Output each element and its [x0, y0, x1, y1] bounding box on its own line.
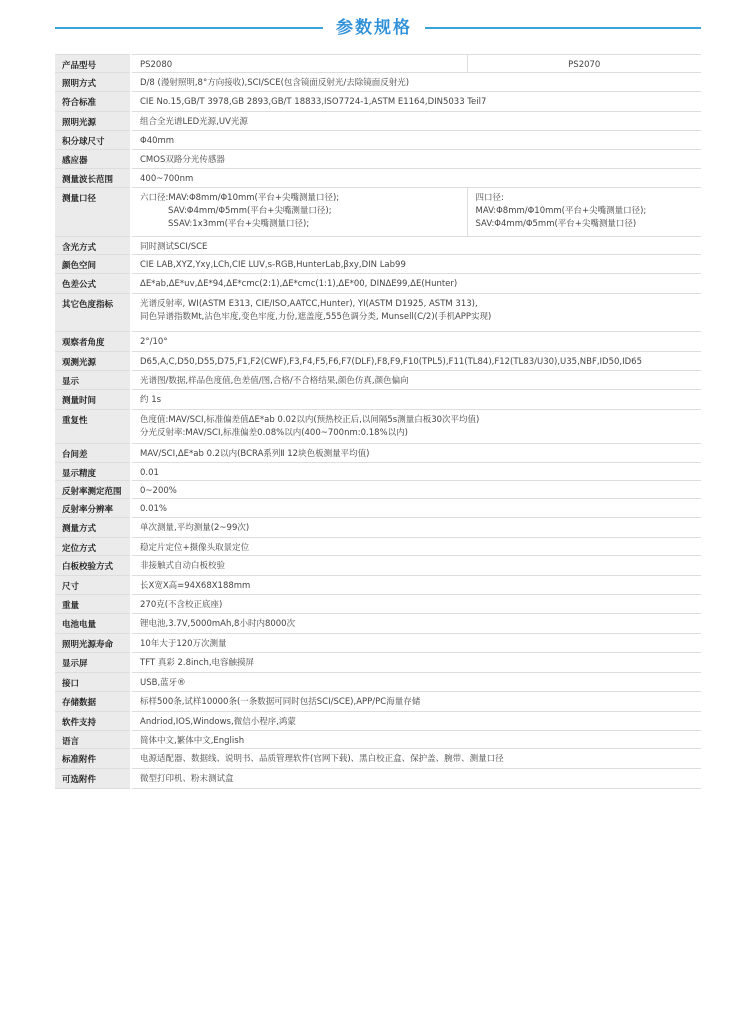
spec-value: CMOS双路分光传感器: [131, 150, 701, 169]
spec-row: [55, 371, 701, 390]
spec-row: [55, 712, 701, 731]
spec-row: [55, 731, 701, 749]
spec-value: Φ40mm: [131, 131, 701, 150]
spec-label: 照明光源: [55, 112, 131, 131]
spec-row: [55, 673, 701, 692]
spec-row: [55, 131, 701, 150]
spec-value: 锂电池,3.7V,5000mAh,8小时内8000次: [131, 614, 701, 634]
spec-label: 语言: [55, 731, 131, 749]
spec-label: 感应器: [55, 150, 131, 169]
spec-value-alt-model: [467, 188, 701, 237]
spec-value: 标样500条,试样10000条(一条数据可同时包括SCI/SCE),APP/PC海量存储: [131, 692, 701, 712]
spec-value: 约 1s: [131, 390, 701, 410]
spec-label: 其它色度指标: [55, 294, 131, 332]
spec-row: [55, 352, 701, 371]
spec-value: 270克(不含校正底座): [131, 595, 701, 614]
spec-value: 简体中文,繁体中文,English: [131, 731, 701, 749]
spec-row: [55, 112, 701, 131]
spec-label: 照明方式: [55, 73, 131, 92]
spec-value: CIE No.15,GB/T 3978,GB 2893,GB/T 18833,ISO7724-1,ASTM E1164,DIN5033 Teil7: [131, 92, 701, 112]
section-header: [0, 10, 750, 44]
spec-label: 电池电量: [55, 614, 131, 634]
spec-value: 0.01%: [131, 499, 701, 518]
spec-value-line: 分光反射率:MAV/SCI,标准偏差0.08%以内(400~700nm:0.18%以内): [140, 428, 408, 438]
spec-value: [131, 410, 701, 444]
spec-row: [55, 169, 701, 188]
spec-label: 可选附件: [55, 769, 131, 789]
spec-label: 测量方式: [55, 518, 131, 538]
spec-row: [55, 692, 701, 712]
spec-value: CIE LAB,XYZ,Yxy,LCh,CIE LUV,s-RGB,HunterLab,βxy,DIN Lab99: [131, 255, 701, 274]
spec-row: [55, 576, 701, 595]
spec-label: 含光方式: [55, 237, 131, 255]
spec-value: 电源适配器、数据线、说明书、品质管理软件(官网下载)、黑白校正盒、保护盖、腕带、测量口径: [131, 749, 701, 769]
spec-value: 2°/10°: [131, 332, 701, 352]
spec-label: 显示屏: [55, 653, 131, 673]
spec-label: 反射率分辨率: [55, 499, 131, 518]
spec-row: [55, 92, 701, 112]
spec-value-line: 光谱反射率, WI(ASTM E313, CIE/ISO,AATCC,Hunter), YI(ASTM D1925, ASTM 313),: [140, 299, 478, 309]
spec-row: [55, 653, 701, 673]
spec-value: Andriod,IOS,Windows,微信小程序,鸿蒙: [131, 712, 701, 731]
spec-value: 稳定片定位+摄像头取景定位: [131, 538, 701, 556]
spec-row: [55, 150, 701, 169]
header-divider-right: [425, 27, 701, 29]
spec-value: 光谱图/数据,样品色度值,色差值/图,合格/不合格结果,颜色仿真,颜色偏向: [131, 371, 701, 390]
spec-value: TFT 真彩 2.8inch,电容触摸屏: [131, 653, 701, 673]
spec-row: [55, 390, 701, 410]
spec-value: D65,A,C,D50,D55,D75,F1,F2(CWF),F3,F4,F5,F6,F7(DLF),F8,F9,F10(TPL5),F11(TL84),F12(TL83/U30),U35,NBF,ID50,ID65: [131, 352, 701, 371]
spec-label: 色差公式: [55, 274, 131, 294]
spec-row: [55, 332, 701, 352]
spec-value: 长X宽X高=94X68X188mm: [131, 576, 701, 595]
spec-value: D/8 (漫射照明,8°方向接收),SCI/SCE(包含镜面反射光/去除镜面反射光): [131, 73, 701, 92]
spec-value: USB,蓝牙®: [131, 673, 701, 692]
spec-value: 10年大于120万次测量: [131, 634, 701, 653]
spec-value-line: 六口径:MAV:Φ8mm/Φ10mm(平台+尖嘴测量口径);: [140, 193, 340, 203]
spec-value: MAV/SCI,ΔE*ab 0.2以内(BCRA系列Ⅱ 12块色板测量平均值): [131, 444, 701, 463]
spec-row: [55, 444, 701, 463]
spec-label: 标准附件: [55, 749, 131, 769]
spec-value-line: 同色异谱指数Mt,沾色牢度,变色牢度,力份,遮盖度,555色调分类, Munsell(C/2)(手机APP实现): [140, 312, 492, 322]
spec-label: 定位方式: [55, 538, 131, 556]
spec-value: 400~700nm: [131, 169, 701, 188]
spec-label: 接口: [55, 673, 131, 692]
spec-row: [55, 73, 701, 92]
spec-value: 非接触式自动白板校验: [131, 556, 701, 576]
spec-row: [55, 237, 701, 255]
spec-value-line: SSAV:1x3mm(平台+尖嘴测量口径);: [168, 219, 310, 229]
spec-label: 存储数据: [55, 692, 131, 712]
spec-label: 尺寸: [55, 576, 131, 595]
spec-label: 重复性: [55, 410, 131, 444]
spec-label: 观测光源: [55, 352, 131, 371]
spec-value: [131, 294, 701, 332]
spec-label: 观察者角度: [55, 332, 131, 352]
spec-value-line: SAV:Φ4mm/Φ5mm(平台+尖嘴测量口径);: [168, 206, 332, 216]
spec-label: 白板校验方式: [55, 556, 131, 576]
spec-row: [55, 538, 701, 556]
spec-label: 显示: [55, 371, 131, 390]
spec-label: 符合标准: [55, 92, 131, 112]
spec-row: [55, 556, 701, 576]
spec-row: [55, 255, 701, 274]
spec-label: 产品型号: [55, 55, 131, 73]
spec-value-line: 色度值:MAV/SCI,标准偏差值ΔE*ab 0.02以内(预热校正后,以间隔5s测量白板30次平均值): [140, 415, 480, 425]
spec-value: 0.01: [131, 463, 701, 481]
spec-label: 照明光源寿命: [55, 634, 131, 653]
spec-label: 显示精度: [55, 463, 131, 481]
spec-value-line: 四口径:: [475, 193, 504, 203]
spec-row: [55, 499, 701, 518]
spec-row: [55, 518, 701, 538]
spec-row: [55, 274, 701, 294]
spec-value-alt-model: PS2070: [467, 55, 701, 73]
spec-label: 颜色空间: [55, 255, 131, 274]
spec-label: 重量: [55, 595, 131, 614]
spec-value: 单次测量,平均测量(2~99次): [131, 518, 701, 538]
spec-label: 测量时间: [55, 390, 131, 410]
spec-value-line: SAV:Φ4mm/Φ5mm(平台+尖嘴测量口径): [475, 219, 637, 229]
spec-value: 组合全光谱LED光源,UV光源: [131, 112, 701, 131]
section-title: 参数规格: [336, 18, 412, 38]
spec-label: 反射率测定范围: [55, 481, 131, 499]
spec-label: 测量波长范围: [55, 169, 131, 188]
spec-row: [55, 481, 701, 499]
spec-row: [55, 410, 701, 444]
spec-row: [55, 769, 701, 789]
spec-row: [55, 55, 701, 73]
spec-value: 微型打印机、粉末测试盒: [131, 769, 701, 789]
spec-row: [55, 463, 701, 481]
spec-value: ΔE*ab,ΔE*uv,ΔE*94,ΔE*cmc(2:1),ΔE*cmc(1:1),ΔE*00, DINΔE99,ΔE(Hunter): [131, 274, 701, 294]
header-divider-left: [55, 27, 323, 29]
spec-label: 测量口径: [55, 188, 131, 237]
spec-value: 同时测试SCI/SCE: [131, 237, 701, 255]
spec-label: 台间差: [55, 444, 131, 463]
spec-label: 积分球尺寸: [55, 131, 131, 150]
spec-row: [55, 294, 701, 332]
spec-row: [55, 634, 701, 653]
spec-value-line: MAV:Φ8mm/Φ10mm(平台+尖嘴测量口径);: [475, 206, 647, 216]
spec-row: [55, 749, 701, 769]
spec-row: [55, 595, 701, 614]
spec-value: 0~200%: [131, 481, 701, 499]
spec-value: [131, 188, 467, 237]
spec-table: [55, 54, 701, 789]
spec-row: [55, 188, 701, 237]
spec-label: 软件支持: [55, 712, 131, 731]
spec-value: PS2080: [131, 55, 467, 73]
spec-row: [55, 614, 701, 634]
